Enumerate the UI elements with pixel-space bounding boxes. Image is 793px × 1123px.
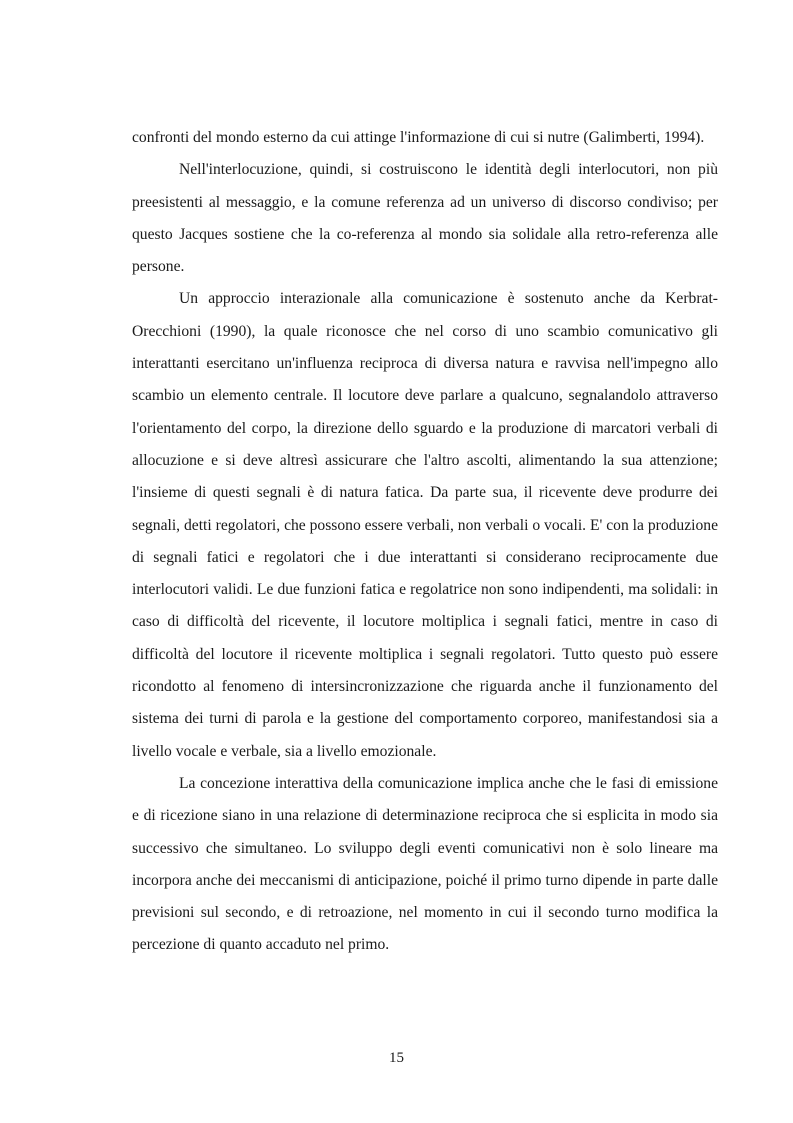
paragraph-continuation: confronti del mondo esterno da cui attinge l'informazione di cui si nutre (Galimberti, 1994). — [132, 129, 705, 146]
page-number: 15 — [389, 1050, 404, 1066]
paragraph-interlocution: Nell'interlocuzione, quindi, si costruiscono le identità degli interlocutori, non più preesistenti al messaggio, e la comune referenza ad un universo di discorso condiviso; per questo Jacques sostiene che la co-referenza al mondo sia solidale alla retro-referenza alle persone. — [132, 161, 718, 276]
paragraph-kerbrat-orecchioni: Un approccio interazionale alla comunicazione è sostenuto anche da Kerbrat-Orecchioni (1990), la quale riconosce che nel corso di uno scambio comunicativo gli interattanti esercitano un'influenza reciproca di diversa natura e ravvisa nell'impegno allo scambio un elemento centrale. Il locutore deve parlare a qualcuno, segnalandolo attraverso l'orientamento del corpo, la direzione dello sguardo e la produzione di marcatori verbali di allocuzione e si deve altresì assicurare che l'altro ascolti, alimentando la sua attenzione; l'insieme di questi segnali è di natura fatica. Da parte sua, il ricevente deve produrre dei segnali, detti regolatori, che possono essere verbali, non verbali o vocali. E' con la produzione di segnali fatici e regolatori che i due interattanti si considerano reciprocamente due interlocutori validi. Le due funzioni fatica e regolatrice non sono indipendenti, ma solidali: in caso di difficoltà del ricevente, il locutore moltiplica i segnali fatici, mentre in caso di difficoltà del locutore il ricevente moltiplica i segnali regolatori. Tutto questo può essere ricondotto al fenomeno di intersincronizzazione che riguarda anche il funzionamento del sistema dei turni di parola e la gestione del comportamento corporeo, manifestandosi sia a livello vocale e verbale, sia a livello emozionale. — [132, 290, 718, 760]
paragraph-interactive-conception: La concezione interattiva della comunicazione implica anche che le fasi di emissione e di ricezione siano in una relazione di determinazione reciproca che si esplicita in modo sia successivo che simultaneo. Lo sviluppo degli eventi comunicativi non è solo lineare ma incorpora anche dei meccanismi di anticipazione, poiché il primo turno dipende in parte dalle previsioni sul secondo, e di retroazione, nel momento in cui il secondo turno modifica la percezione di quanto accaduto nel primo. — [132, 774, 718, 954]
body-text — [132, 122, 718, 962]
